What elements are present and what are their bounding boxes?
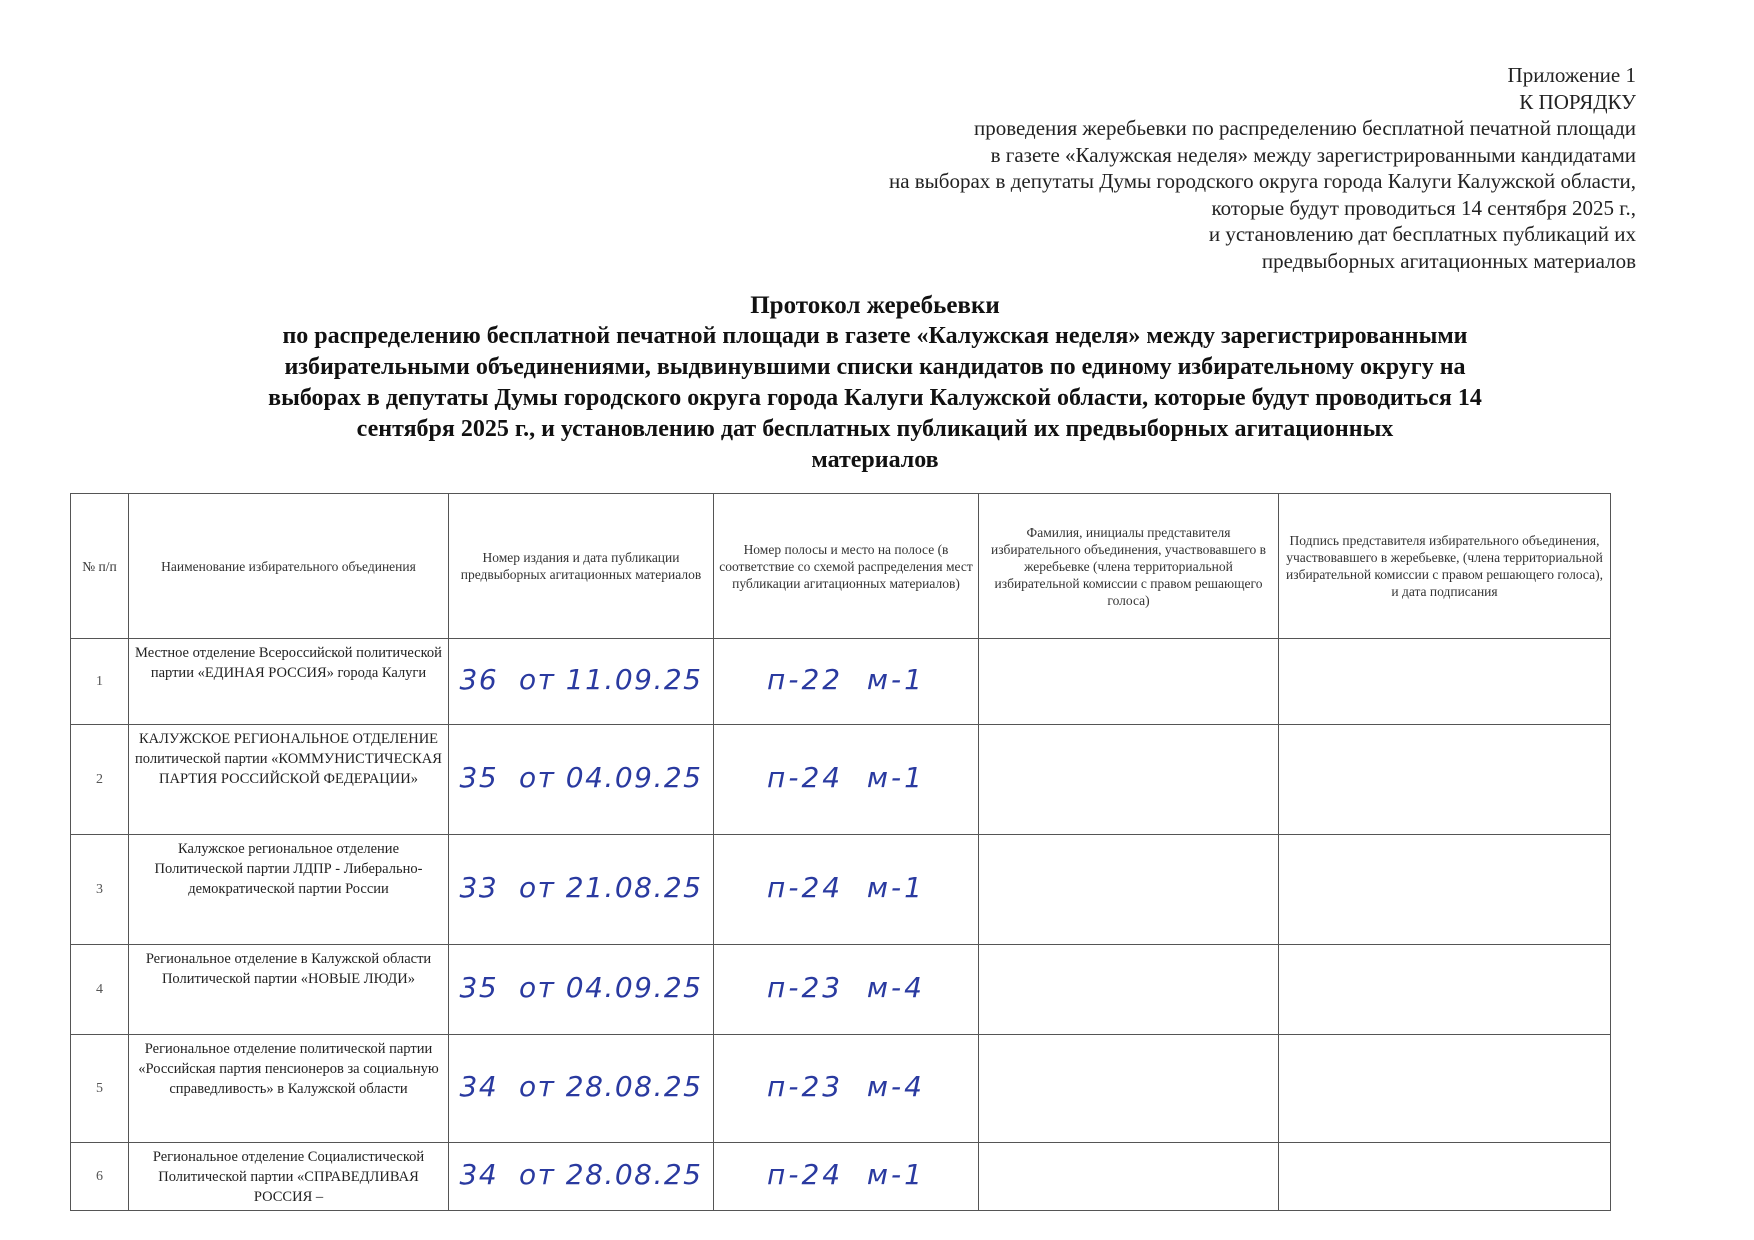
issue-cell (449, 639, 714, 725)
appendix-header (889, 62, 1636, 274)
issue-handwritten: 34 от 28.08.25 (459, 1157, 703, 1191)
header-signature: Подпись представителя избирательного объединения, участвовавшего в жеребьевке, (члена территориальной избирательной комиссии с правом решающего голоса), и дата подписания (1279, 494, 1611, 639)
row-number: 2 (71, 725, 129, 835)
party-name: Региональное отделение в Калужской области Политической партии «НОВЫЕ ЛЮДИ» (129, 945, 449, 1035)
appendix-line: предвыборных агитационных материалов (1261, 248, 1636, 273)
issue-cell (449, 725, 714, 835)
row-number: 3 (71, 835, 129, 945)
representative-cell[interactable] (979, 1035, 1279, 1143)
signature-cell[interactable] (1279, 945, 1611, 1035)
representative-cell[interactable] (979, 835, 1279, 945)
representative-cell[interactable] (979, 639, 1279, 725)
title-sub-line: избирательными объединениями, выдвинувшими списки кандидатов по единому избирательному округу на (284, 354, 1466, 380)
issue-cell (449, 945, 714, 1035)
document-title (110, 290, 1640, 476)
page-handwritten: п-24 м-1 (767, 1157, 925, 1191)
table-row (71, 1143, 1611, 1211)
row-number: 6 (71, 1143, 129, 1211)
table-row (71, 725, 1611, 835)
party-name: Региональное отделение Социалистической Политической партии «СПРАВЕДЛИВАЯ РОССИЯ – (129, 1143, 449, 1211)
draw-protocol-table (70, 493, 1611, 1211)
issue-cell (449, 1035, 714, 1143)
issue-handwritten: 35 от 04.09.25 (459, 760, 703, 794)
appendix-line: проведения жеребьевки по распределению бесплатной печатной площади (973, 116, 1636, 140)
page-cell (714, 945, 979, 1035)
header-page: Номер полосы и место на полосе (в соответствие со схемой распределения мест публикации агитационных материалов) (714, 494, 979, 639)
appendix-line: на выборах в депутаты Думы городского округа города Калуги Калужской области, (888, 169, 1636, 193)
header-issue: Номер издания и дата публикации предвыборных агитационных материалов (449, 494, 714, 639)
appendix-line: и установлению дат бесплатных публикаций их (1208, 222, 1636, 246)
page-handwritten: п-23 м-4 (767, 970, 925, 1004)
page-cell (714, 639, 979, 725)
signature-cell[interactable] (1279, 725, 1611, 835)
page-cell (714, 835, 979, 945)
row-number: 5 (71, 1035, 129, 1143)
representative-cell[interactable] (979, 1143, 1279, 1211)
issue-handwritten: 34 от 28.08.25 (459, 1069, 703, 1103)
representative-cell[interactable] (979, 725, 1279, 835)
appendix-line: которые будут проводиться 14 сентября 2025 г., (1211, 195, 1636, 220)
page-cell (714, 725, 979, 835)
title-main: Протокол жеребьевки (750, 292, 1000, 319)
party-name: Региональное отделение политической партии «Российская партия пенсионеров за социальную справедливость» в Калужской области (129, 1035, 449, 1143)
page-handwritten: п-24 м-1 (767, 870, 925, 904)
issue-cell (449, 835, 714, 945)
party-name: Местное отделение Всероссийской политической партии «ЕДИНАЯ РОССИЯ» города Калуги (129, 639, 449, 725)
table-row (71, 639, 1611, 725)
issue-cell (449, 1143, 714, 1211)
issue-handwritten: 36 от 11.09.25 (459, 662, 703, 696)
page-cell (714, 1143, 979, 1211)
signature-cell[interactable] (1279, 1143, 1611, 1211)
appendix-line: в газете «Калужская неделя» между зарегистрированными кандидатами (990, 142, 1636, 167)
title-sub-line: материалов (811, 447, 939, 473)
title-sub-line: сентября 2025 г., и установлению дат бесплатных публикаций их предвыборных агитационных (356, 416, 1394, 442)
party-name: КАЛУЖСКОЕ РЕГИОНАЛЬНОЕ ОТДЕЛЕНИЕ политической партии «КОММУНИСТИЧЕСКАЯ ПАРТИЯ РОССИЙСКОЙ ФЕДЕРАЦИИ» (129, 725, 449, 835)
row-number: 4 (71, 945, 129, 1035)
representative-cell[interactable] (979, 945, 1279, 1035)
appendix-line: К ПОРЯДКУ (1519, 89, 1636, 114)
header-representative: Фамилия, инициалы представителя избирательного объединения, участвовавшего в жеребьевке (члена территориальной избирательной комиссии с правом решающего голоса) (979, 494, 1279, 639)
page-handwritten: п-23 м-4 (767, 1069, 925, 1103)
header-party: Наименование избирательного объединения (129, 494, 449, 639)
page-handwritten: п-24 м-1 (767, 760, 925, 794)
table-row (71, 835, 1611, 945)
title-sub-line: по распределению бесплатной печатной площади в газете «Калужская неделя» между зарегистрированными (282, 323, 1468, 349)
signature-cell[interactable] (1279, 835, 1611, 945)
party-name: Калужское региональное отделение Политической партии ЛДПР - Либерально-демократической партии России (129, 835, 449, 945)
table-header-row (71, 494, 1611, 639)
signature-cell[interactable] (1279, 639, 1611, 725)
table-row (71, 1035, 1611, 1143)
table-row (71, 945, 1611, 1035)
appendix-line: Приложение 1 (1507, 63, 1636, 87)
issue-handwritten: 33 от 21.08.25 (459, 870, 703, 904)
issue-handwritten: 35 от 04.09.25 (459, 970, 703, 1004)
page-cell (714, 1035, 979, 1143)
title-sub-line: выборах в депутаты Думы городского округа города Калуги Калужской области, которые будут проводиться 14 (268, 385, 1482, 411)
header-number: № п/п (71, 494, 129, 639)
page-handwritten: п-22 м-1 (767, 662, 925, 696)
signature-cell[interactable] (1279, 1035, 1611, 1143)
row-number: 1 (71, 639, 129, 725)
